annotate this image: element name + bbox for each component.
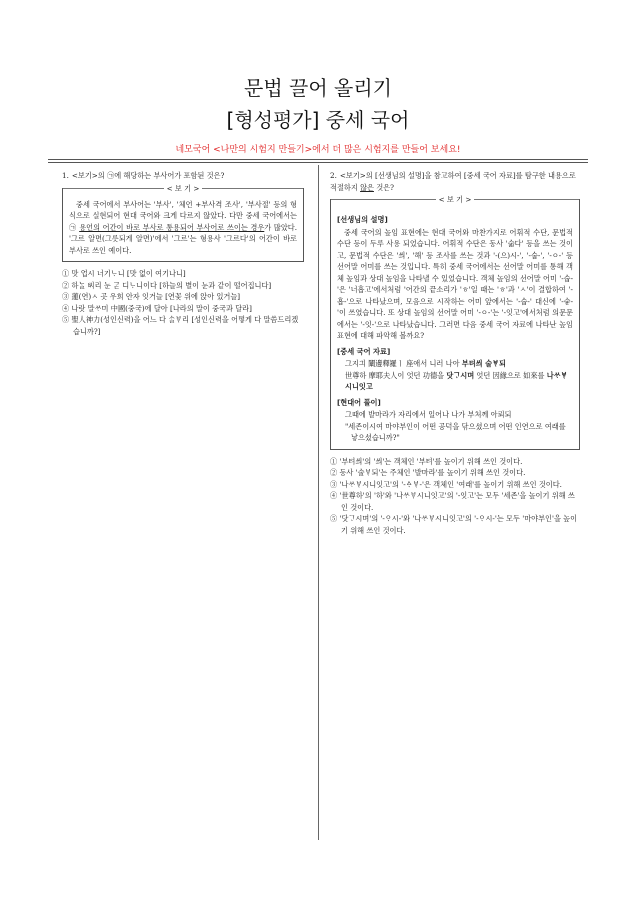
header-rule-top xyxy=(48,159,588,160)
header-rule-bottom xyxy=(48,162,588,163)
modern-line-2: "세존이시여 마야부인이 어떤 공덕을 닦으셨으며 어떤 인연으로 여래를 낳으셨습니까?" xyxy=(345,421,566,442)
question-1-prompt xyxy=(62,170,304,182)
question-2-bogi-box xyxy=(330,195,580,450)
question-1-text: <보기>의 ㉠에 해당하는 부사어가 포함된 것은? xyxy=(71,171,225,180)
bogi-label: < 보 기 > xyxy=(331,194,579,205)
question-1-option-3[interactable]: ③ 蓮(연)ㅅ 곳 우희 안자 잇거늘 [연꽃 위에 앉아 있거늘] xyxy=(62,292,241,301)
bogi-label: < 보 기 > xyxy=(63,183,303,194)
question-1 xyxy=(62,170,304,337)
source-line-2: 世尊하 摩耶夫人이 엇던 功德을 닷ᄀᆞ시며 엇던 因緣으로 如來를 나ᄊᆞᄫᆞ시니잇고 xyxy=(345,370,568,391)
question-2-option-1[interactable]: ① '부텨씌'의 '씌'는 객체인 '부텨'를 높이기 위해 쓰인 것이다. xyxy=(330,456,523,466)
promo-banner: 네모국어 <나만의 시험지 만들기>에서 더 많은 시험지를 만들어 보세요! xyxy=(175,145,461,155)
teacher-explanation-heading: [선생님의 설명] xyxy=(337,215,388,224)
question-1-option-1[interactable]: ① 맛 업시 너기ᄂᆞ니 [맛 없이 여기나니] xyxy=(62,269,186,278)
question-2-prompt: 2. <보기>의 [선생님의 설명]을 참고하여 [중세 국어 자료]를 탐구한 내용으로 적절하지 않은 것은? xyxy=(330,171,576,192)
question-1-option-5[interactable]: ⑤ 聖人神力(성인신력)을 어느 다 ᄉᆞᆯᄫᆞ리 [성인신력을 어떻게 다 말씀드리겠습니까?] xyxy=(62,315,299,336)
question-2-underlined: 않은 xyxy=(360,182,374,192)
bogi-underlined-text: 용언의 어간이 바로 부사로 통용되어 부사어로 쓰이는 경우 xyxy=(79,222,265,232)
question-2-option-2[interactable]: ② 동사 '술ᄫᆞ되'는 주체인 '발마라'를 높이기 위해 쓰인 것이다. xyxy=(330,468,526,477)
question-2-number: 2. xyxy=(330,171,337,180)
question-2-option-5[interactable]: ⑤ '닷ᄀᆞ시며'의 '-ᄋᆞ시-'와 '나ᄊᆞᄫᆞ시니잇고'의 '-ᄋᆞ시-'는 모두 '마야부인'을 높이기 위해 쓰인 것이다. xyxy=(330,514,578,535)
question-1-bogi-box xyxy=(62,183,304,263)
page-title: 문법 끌어 올리기 xyxy=(244,76,392,100)
source-material-heading: [중세 국어 자료] xyxy=(337,346,391,356)
question-2-option-4[interactable]: ④ '世尊하'의 '하'와 '나ᄊᆞᄫᆞ시니잇고'의 '-잇고'는 모두 '세존'을 높이기 위해 쓰인 것이다. xyxy=(330,491,575,512)
modern-translation-heading: [현대어 풀이] xyxy=(337,397,381,407)
teacher-explanation-text: 중세 국어의 높임 표현에는 현대 국어와 마찬가지로 어휘적 수단, 문법적 수단 등이 두루 사용 되었습니다. 어휘적 수단은 동사 '숣다' 등을 쓰는 것이고, 문법적 수단은 '씌', '해' 등 조사를 쓰는 것과 '-(으)시-', '-숩-', '-ㅇ-' 등 선어말 어미를 쓰는 것입니다. 특히 중세 국어에서는 선어말 어미를 통해 객체 높임과 상대 높임을 나타낼 수 있었습니다. 객체 높임의 선어말 어미 '-숩-'은 '너흡고'에서처럼 '어간의 끝소리가 'ㅎ'일 때는 'ㅎ'과 'ㅅ'이 결합하여 '-흡-'으로 나타났으며, 모음으로 시작하는 어미 앞에서는 '-숩-' 대신에 '-숳-'이 쓰였습니다. 또 상대 높임의 선어말 어미 '-ㅇ-'는 '-잇고'에서처럼 의문문에서는 '-잇-'으로 나타났습니다. 그러면 다음 중세 국어 자료에 나타난 높임 표현에 대해 파악해 볼까요? xyxy=(337,227,573,340)
question-1-option-2[interactable]: ② 하ᄂᆞᆯ ᄡᅵ리 눈 ᄀᆞᆮ 디ᄂᆞ니이다 [하늘의 별이 눈과 같이 떨어집니다] xyxy=(62,280,272,290)
question-1-number: 1. xyxy=(62,171,69,180)
source-line-1: 그지긔 闡邊釋羅ㅣ 座애서 니러 나아 부텨씌 술ᄫᆞ되 xyxy=(345,359,506,368)
question-2 xyxy=(330,170,580,536)
bogi-paragraph: 중세 국어에서 부사어는 '부사', '체언 +부사격 조사', '부사절' 등의 형식으로 실현되어 현대 국어와 크게 다르지 않았다. 다만 중세 국어에서는 ㉠ 용언의 어간이 바로 부사로 통용되어 부사어로 쓰이는 경우가 많았다. '그르 알면(그릇되게 알면)'에서 '그르'는 형용사 '그르다'의 어간이 바로 부사로 쓰인 예이다. xyxy=(69,199,297,255)
page-subtitle: [형성평가] 중세 국어 xyxy=(226,108,410,132)
question-1-option-4[interactable]: ④ 나랏 말ᄊᆞ미 中國(중국)에 달아 [나라의 말이 중국과 달라] xyxy=(62,303,252,313)
question-2-option-3[interactable]: ③ '나ᄊᆞᄫᆞ시니잇고'의 '-ᅀᆞᄫᆞ-'은 객체인 '여래'를 높이기 위해 쓰인 것이다. xyxy=(330,479,562,489)
column-divider xyxy=(318,165,319,840)
modern-line-1: 그때에 발마라가 자리에서 일어나 나가 부처께 아뢰되 xyxy=(345,410,512,419)
